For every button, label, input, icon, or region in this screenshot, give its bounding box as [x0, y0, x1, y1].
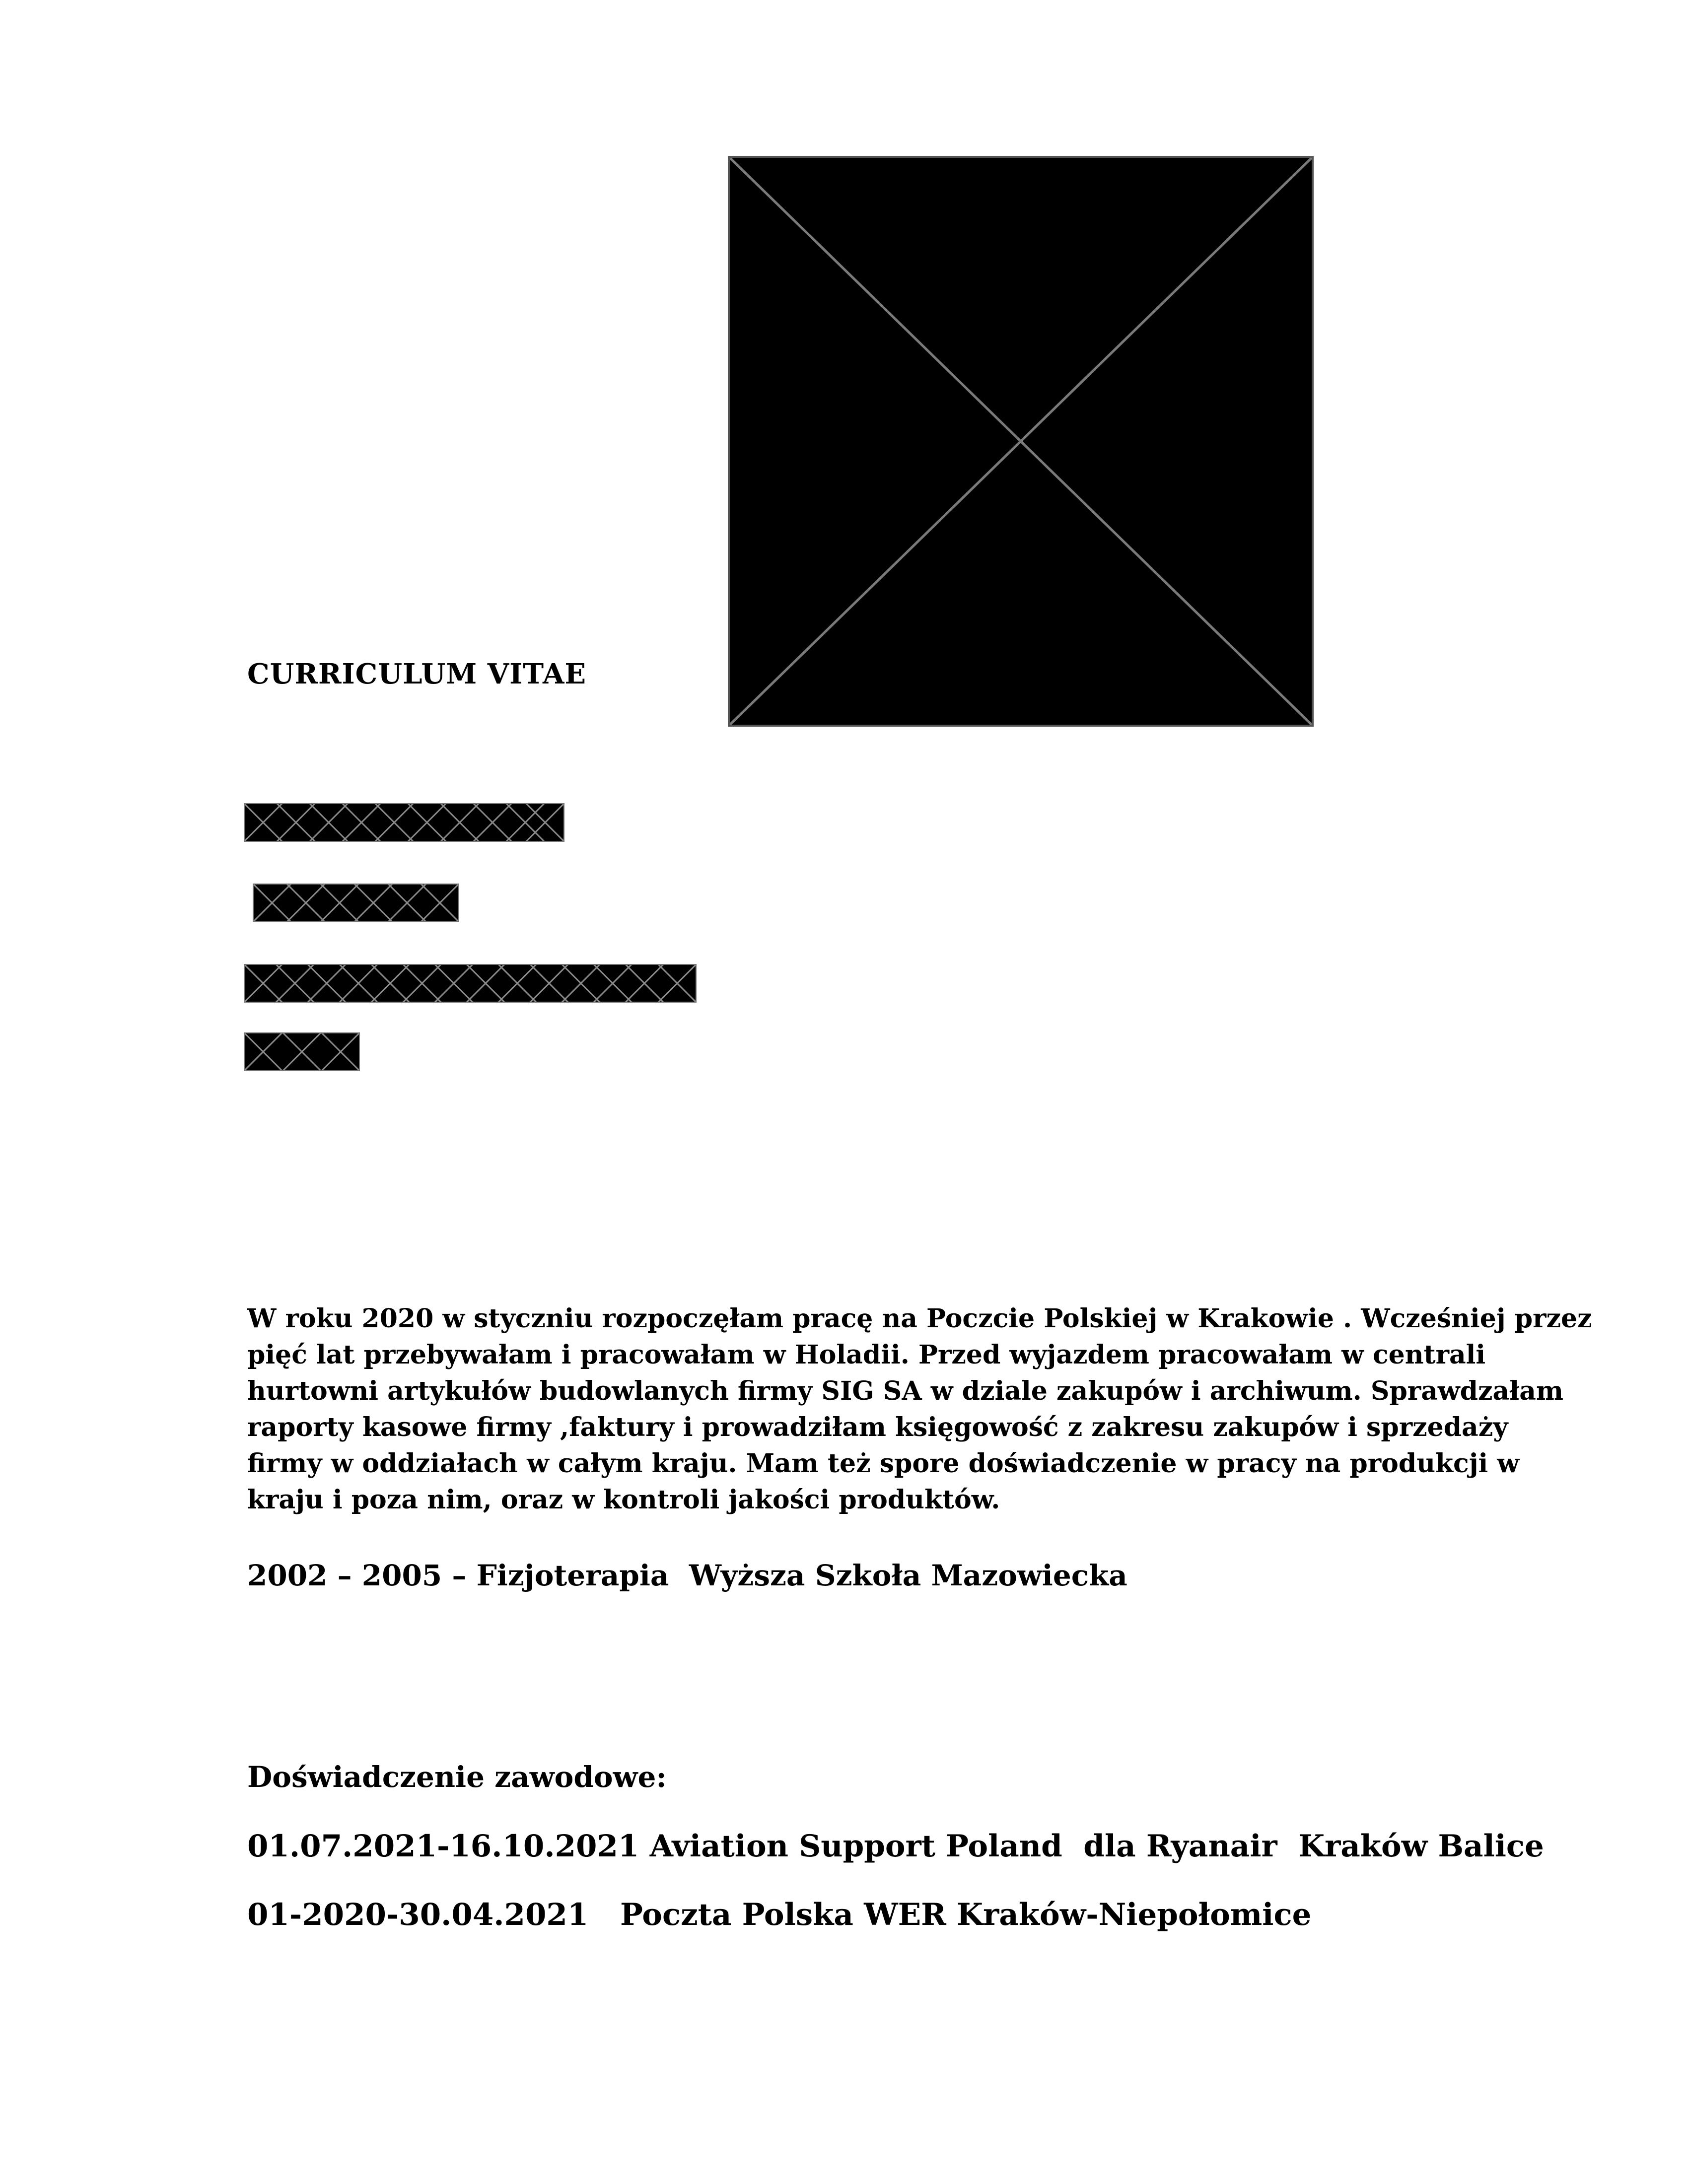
summary-line: kraju i poza nim, oraz w kontroli jakości produktów.	[247, 1485, 1000, 1515]
redaction-icon	[253, 884, 459, 922]
job-entry: 01-2020-30.04.2021 Poczta Polska WER Kraków-Niepołomice	[247, 1897, 1312, 1932]
redacted-phone	[244, 1032, 360, 1071]
summary-line: firmy w oddziałach w całym kraju. Mam też spore doświadczenie w pracy na produkcji w	[247, 1448, 1520, 1479]
redacted-address	[244, 964, 697, 1003]
cv-title: CURRICULUM VITAE	[247, 658, 587, 690]
profile-summary	[247, 1300, 1592, 1518]
summary-line: W roku 2020 w styczniu rozpoczęłam pracę na Poczcie Polskiej w Krakowie . Wcześniej przez	[247, 1303, 1592, 1334]
summary-line: pięć lat przebywałam i pracowałam w Holadii. Przed wyjazdem pracowałam w centrali	[247, 1340, 1486, 1370]
redacted-photo-icon	[728, 156, 1314, 727]
redaction-icon	[244, 1032, 360, 1071]
redacted-photo	[728, 156, 1314, 727]
summary-line: raporty kasowe firmy ,faktury i prowadziłam księgowość z zakresu zakupów i sprzedaży	[247, 1412, 1508, 1442]
experience-heading: Doświadczenie zawodowe:	[247, 1760, 667, 1794]
job-entry: 01.07.2021-16.10.2021 Aviation Support Poland dla Ryanair Kraków Balice	[247, 1829, 1544, 1864]
redacted-name	[244, 803, 564, 842]
education-entry: 2002 – 2005 – Fizjoterapia Wyższa Szkoła Mazowiecka	[247, 1559, 1127, 1592]
redaction-icon	[244, 964, 697, 1003]
redacted-birthdate	[253, 884, 459, 922]
redaction-icon	[244, 803, 564, 842]
summary-line: hurtowni artykułów budowlanych firmy SIG SA w dziale zakupów i archiwum. Sprawdzałam	[247, 1376, 1563, 1406]
